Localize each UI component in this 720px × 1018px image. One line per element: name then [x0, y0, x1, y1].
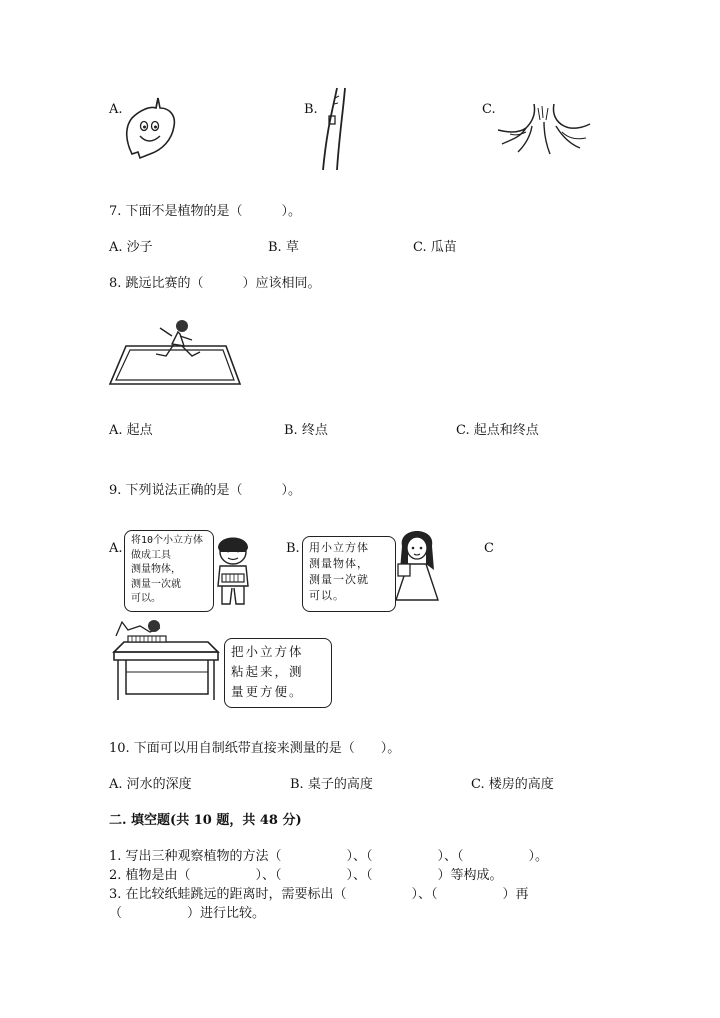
q10-option-c: C. 楼房的高度 [471, 777, 554, 792]
section2-q2: 2. 植物是由（ ）、（ ）、（ ）等构成。 [109, 868, 503, 883]
tree-trunk-icon [315, 88, 355, 172]
q10-option-a: A. 河水的深度 [109, 777, 192, 792]
section2-title: 二. 填空题(共 10 题，共 48 分) [109, 813, 302, 828]
q10-text: 10. 下面可以用自制纸带直接来测量的是（ ）。 [109, 741, 401, 756]
q8-option-b: B. 终点 [284, 423, 328, 438]
q9-option-c-bubble: 把小立方体 粘起来，测 量更方便。 [224, 638, 332, 708]
q9-option-b-label: B. [286, 541, 300, 556]
section2-q3-line1: 3. 在比较纸蛙跳远的距离时，需要标出（ ）、（ ）再 [109, 887, 529, 902]
q8-option-a: A. 起点 [109, 423, 153, 438]
q7-text: 7. 下面不是植物的是（ ）。 [109, 204, 302, 219]
boy-with-cubes-icon [208, 530, 258, 606]
q6-option-b-label: B. [304, 102, 318, 117]
q10-option-b: B. 桌子的高度 [290, 777, 373, 792]
q6-option-c-label: C. [482, 102, 496, 117]
section2-q3-line2: （ ）进行比较。 [109, 906, 266, 921]
q7-option-b: B. 草 [268, 240, 299, 255]
q9-option-a-bubble: 将10个小立方体 做成工具 测量物体， 测量一次就 可以。 [124, 530, 214, 612]
q6-option-a-label: A. [109, 102, 123, 117]
q8-text: 8. 跳远比赛的（ ）应该相同。 [109, 276, 321, 291]
tree-roots-icon [496, 104, 592, 156]
q9-option-c-label: C [484, 541, 494, 556]
section2-q1: 1. 写出三种观察植物的方法（ ）、（ ）、（ ）。 [109, 849, 549, 864]
q9-option-b-bubble: 用小立方体 测量物体， 测量一次就 可以。 [302, 536, 396, 612]
q7-option-c: C. 瓜苗 [413, 240, 457, 255]
q9-text: 9. 下列说法正确的是（ ）。 [109, 483, 302, 498]
q9-option-a-label: A. [109, 541, 123, 556]
q8-option-c: C. 起点和终点 [456, 423, 539, 438]
long-jump-illustration [108, 316, 244, 388]
q7-option-a: A. 沙子 [109, 240, 153, 255]
desk-with-cubes-illustration [110, 616, 222, 702]
girl-with-cube-icon [390, 524, 446, 604]
leaf-icon [120, 96, 180, 162]
